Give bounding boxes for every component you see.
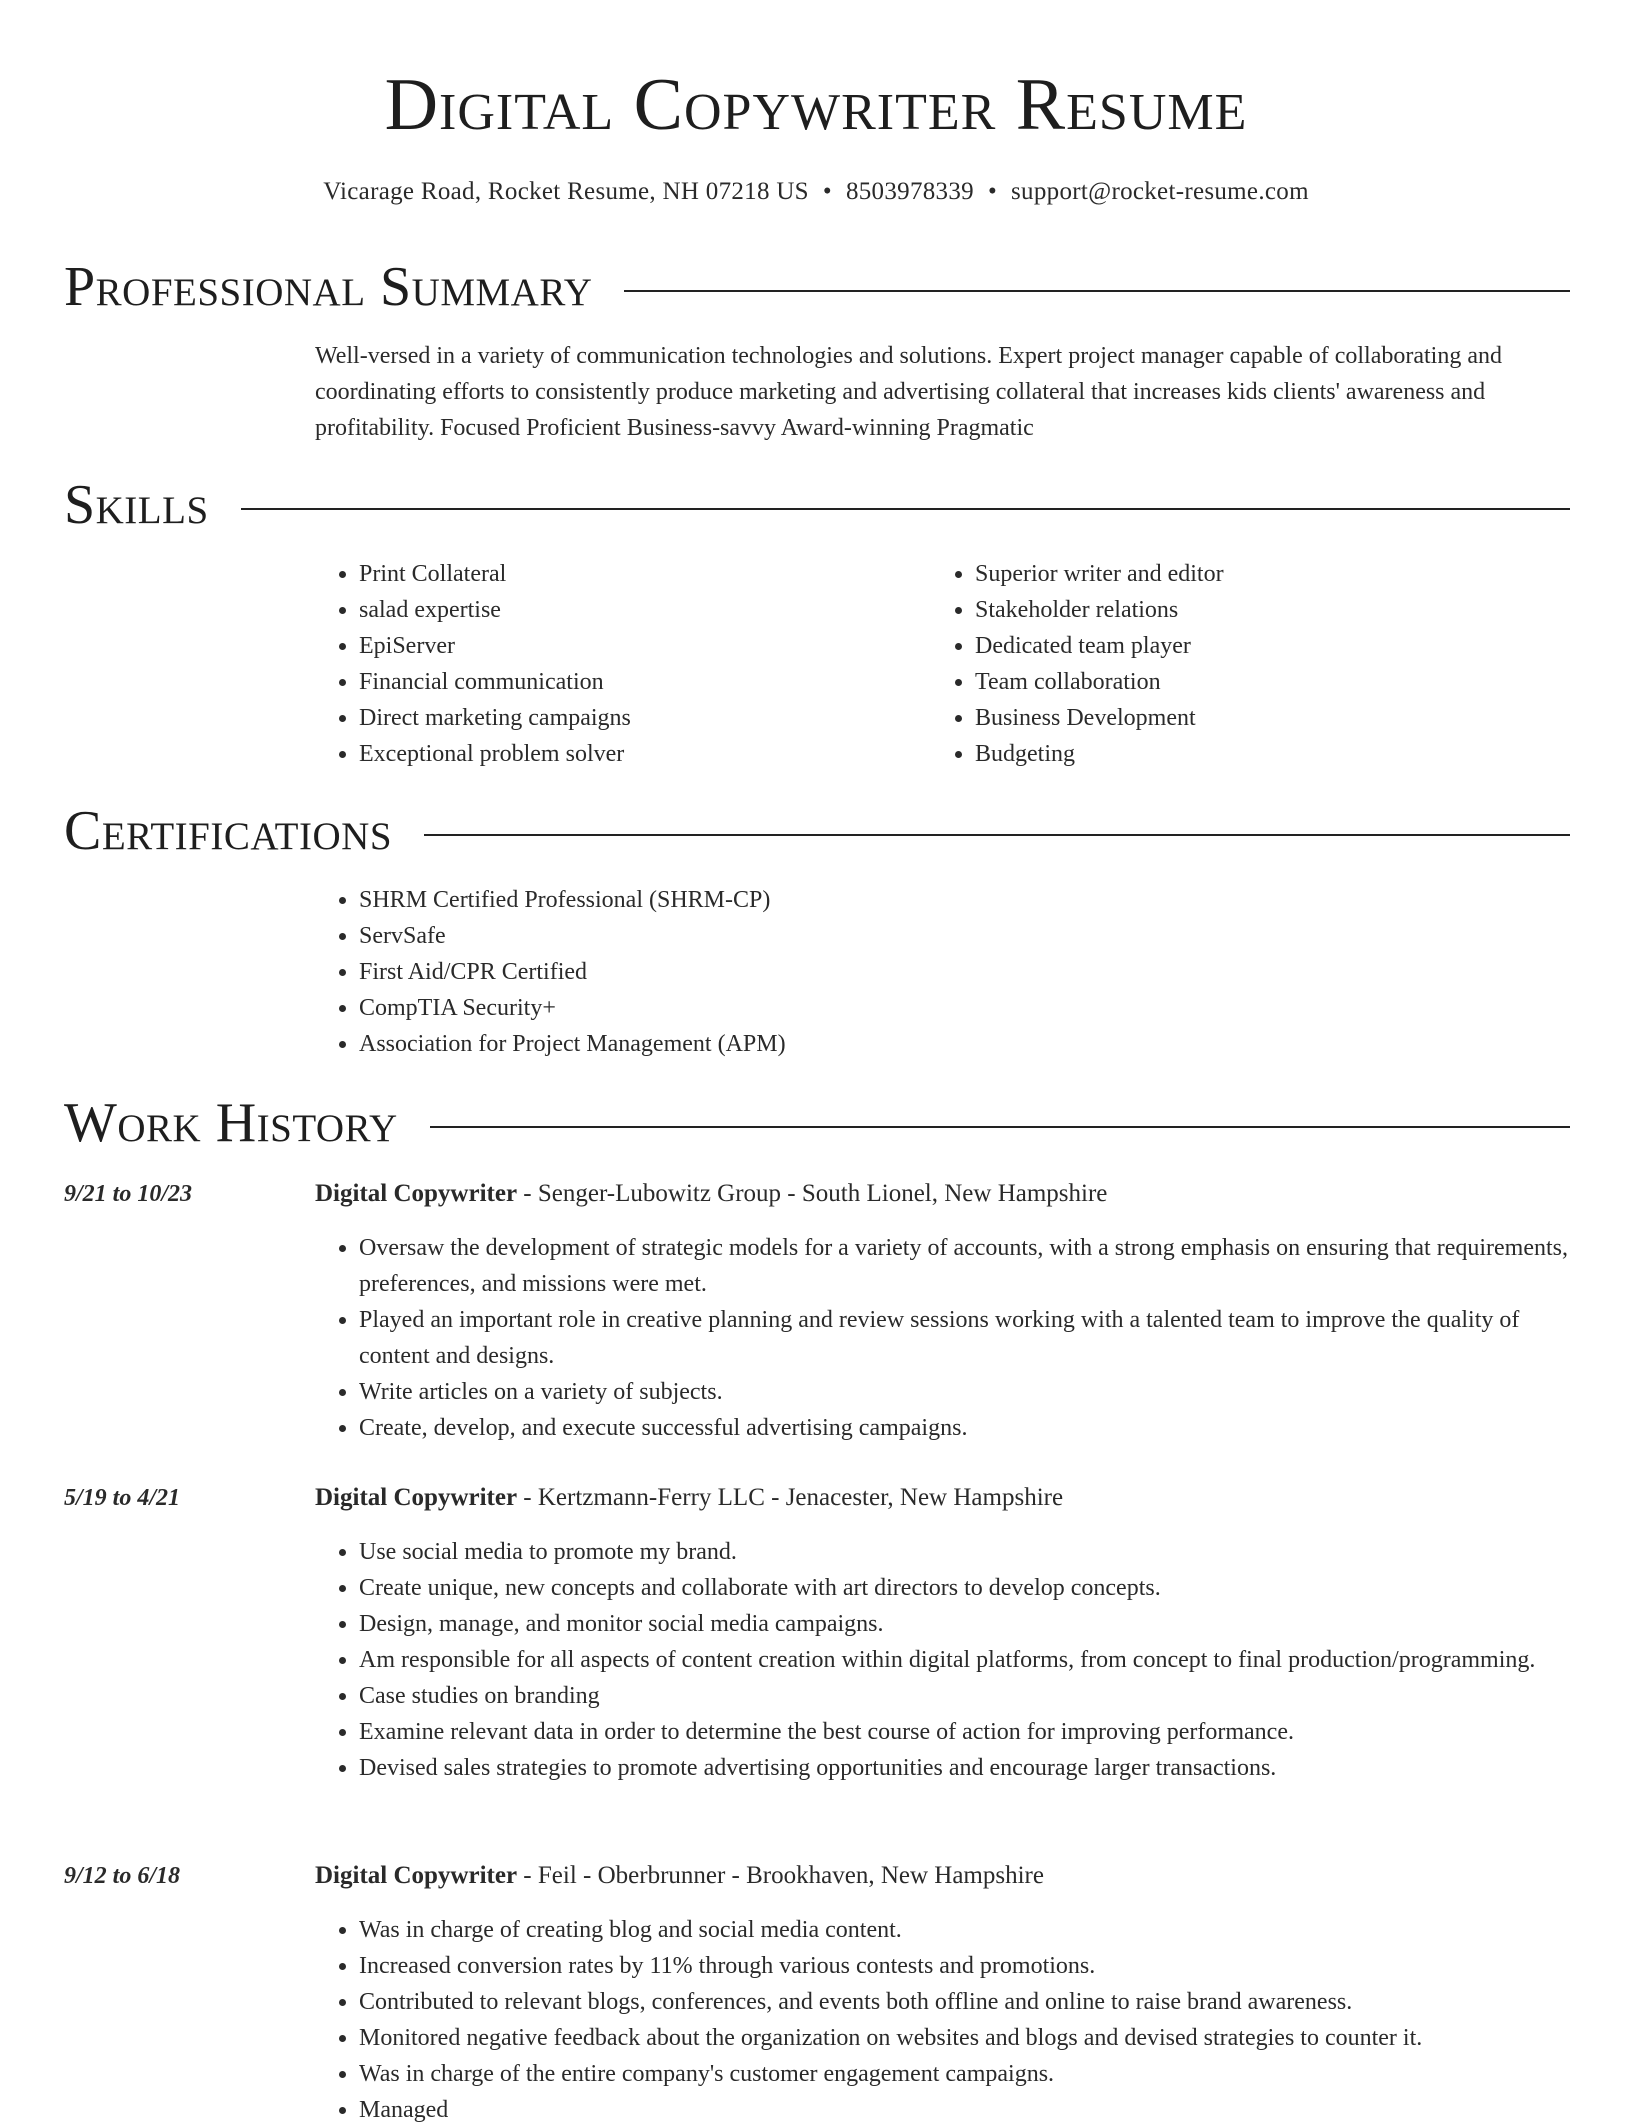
section-divider — [430, 1126, 1570, 1128]
job-bullet: • Create unique, new concepts and collaborate with art directors to develop concepts. — [359, 1570, 1570, 1606]
skill-item: • Budgeting — [975, 736, 1615, 772]
job-employer: - Kertzmann-Ferry LLC - Jenacester, New Hampshire — [517, 1484, 1064, 1511]
skills-list-left — [315, 556, 959, 772]
certifications-list — [315, 882, 1614, 1062]
skill-item: • Dedicated team player — [975, 628, 1615, 664]
job-bullet: • Case studies on branding — [359, 1678, 1570, 1714]
job-bullets — [315, 1230, 1570, 1446]
job-bullet: • Write articles on a variety of subjects. — [359, 1374, 1570, 1410]
job-employer: - Feil - Oberbrunner - Brookhaven, New Hampshire — [517, 1862, 1044, 1889]
job-heading — [315, 1176, 1570, 1212]
job-bullet: • Create, develop, and execute successful advertising campaigns. — [359, 1410, 1570, 1446]
contact-address: Vicarage Road, Rocket Resume, NH 07218 US — [323, 178, 809, 205]
skill-item: • EpiServer — [359, 628, 959, 664]
skill-item: • salad expertise — [359, 592, 959, 628]
section-header-summary — [64, 254, 1570, 320]
job-bullet: • Played an important role in creative planning and review sessions working with a talented team to improve the quality of content and designs. — [359, 1302, 1570, 1374]
job-bullet: • Contributed to relevant blogs, conferences, and events both offline and online to raise brand awareness. — [359, 1984, 1570, 2020]
job-bullets — [315, 1912, 1570, 2128]
contact-separator: • — [987, 178, 998, 205]
job-bullet: • Increased conversion rates by 11% through various contests and promotions. — [359, 1948, 1570, 1984]
section-header-work-history — [64, 1090, 1570, 1156]
certification-item: • First Aid/CPR Certified — [359, 954, 1614, 990]
skill-item: • Financial communication — [359, 664, 959, 700]
certification-item: • ServSafe — [359, 918, 1614, 954]
contact-separator: • — [822, 178, 832, 205]
job-dates: 5/19 to 4/21 — [64, 1485, 181, 1511]
job-role: Digital Copywriter — [315, 1862, 518, 1889]
job-bullet: • Was in charge of creating blog and social media content. — [359, 1912, 1570, 1948]
skill-item: • Team collaboration — [975, 664, 1615, 700]
skill-item: • Print Collateral — [359, 556, 959, 592]
job-bullets — [315, 1534, 1570, 1786]
skill-item: • Business Development — [975, 700, 1615, 736]
summary-text: Well-versed in a variety of communication technologies and solutions. Expert project manager capable of collaborating and coordinating efforts to consistently produce marketing and advertising collateral that increases kids clients' awareness and profitability. Focused Proficient Business-savvy Award-winning Pragmatic — [315, 343, 1502, 441]
section-divider — [624, 290, 1570, 292]
skill-item: • Exceptional problem solver — [359, 736, 959, 772]
job-bullet: • Design, manage, and monitor social media campaigns. — [359, 1606, 1570, 1642]
section-title-skills: Skills — [64, 474, 209, 536]
contact-email: support@rocket-resume.com — [1011, 178, 1309, 205]
job-bullet: • Was in charge of the entire company's customer engagement campaigns. — [359, 2056, 1570, 2092]
section-divider — [241, 508, 1570, 510]
job-bullet: • Use social media to promote my brand. — [359, 1534, 1570, 1570]
skill-item: • Stakeholder relations — [975, 592, 1615, 628]
section-header-certifications — [64, 798, 1570, 864]
section-divider — [424, 834, 1570, 836]
job-bullet: • Devised sales strategies to promote advertising opportunities and encourage larger transactions. — [359, 1750, 1570, 1786]
contact-line — [0, 175, 1632, 209]
job-role: Digital Copywriter — [315, 1484, 518, 1511]
certification-item: • SHRM Certified Professional (SHRM-CP) — [359, 882, 1614, 918]
section-header-skills — [64, 472, 1570, 538]
job-employer: - Senger-Lubowitz Group - South Lionel, New Hampshire — [517, 1180, 1108, 1207]
job-dates: 9/21 to 10/23 — [64, 1181, 193, 1207]
contact-phone: 8503978339 — [845, 178, 974, 205]
skill-item: • Direct marketing campaigns — [359, 700, 959, 736]
section-title-summary: Professional Summary — [64, 256, 593, 318]
job-bullet: • Monitored negative feedback about the organization on websites and blogs and devised strategies to counter it. — [359, 2020, 1570, 2056]
job-heading — [315, 1480, 1570, 1516]
job-bullet: • Examine relevant data in order to determine the best course of action for improving performance. — [359, 1714, 1570, 1750]
job-bullet: • Am responsible for all aspects of content creation within digital platforms, from concept to final production/programming. — [359, 1642, 1570, 1678]
skills-list-right — [931, 556, 1615, 772]
section-title-work-history: Work History — [64, 1092, 398, 1154]
skill-item: • Superior writer and editor — [975, 556, 1615, 592]
job-bullet: • Oversaw the development of strategic models for a variety of accounts, with a strong emphasis on ensuring that requirements, preferences, and missions were met. — [359, 1230, 1570, 1302]
job-role: Digital Copywriter — [315, 1180, 518, 1207]
job-dates: 9/12 to 6/18 — [64, 1863, 181, 1889]
certification-item: • Association for Project Management (APM) — [359, 1026, 1614, 1062]
section-title-certifications: Certifications — [64, 800, 393, 862]
job-heading — [315, 1858, 1570, 1894]
certification-item: • CompTIA Security+ — [359, 990, 1614, 1026]
resume-title: Digital Copywriter Resume — [384, 64, 1248, 146]
job-bullet: • Managed — [359, 2092, 1570, 2128]
